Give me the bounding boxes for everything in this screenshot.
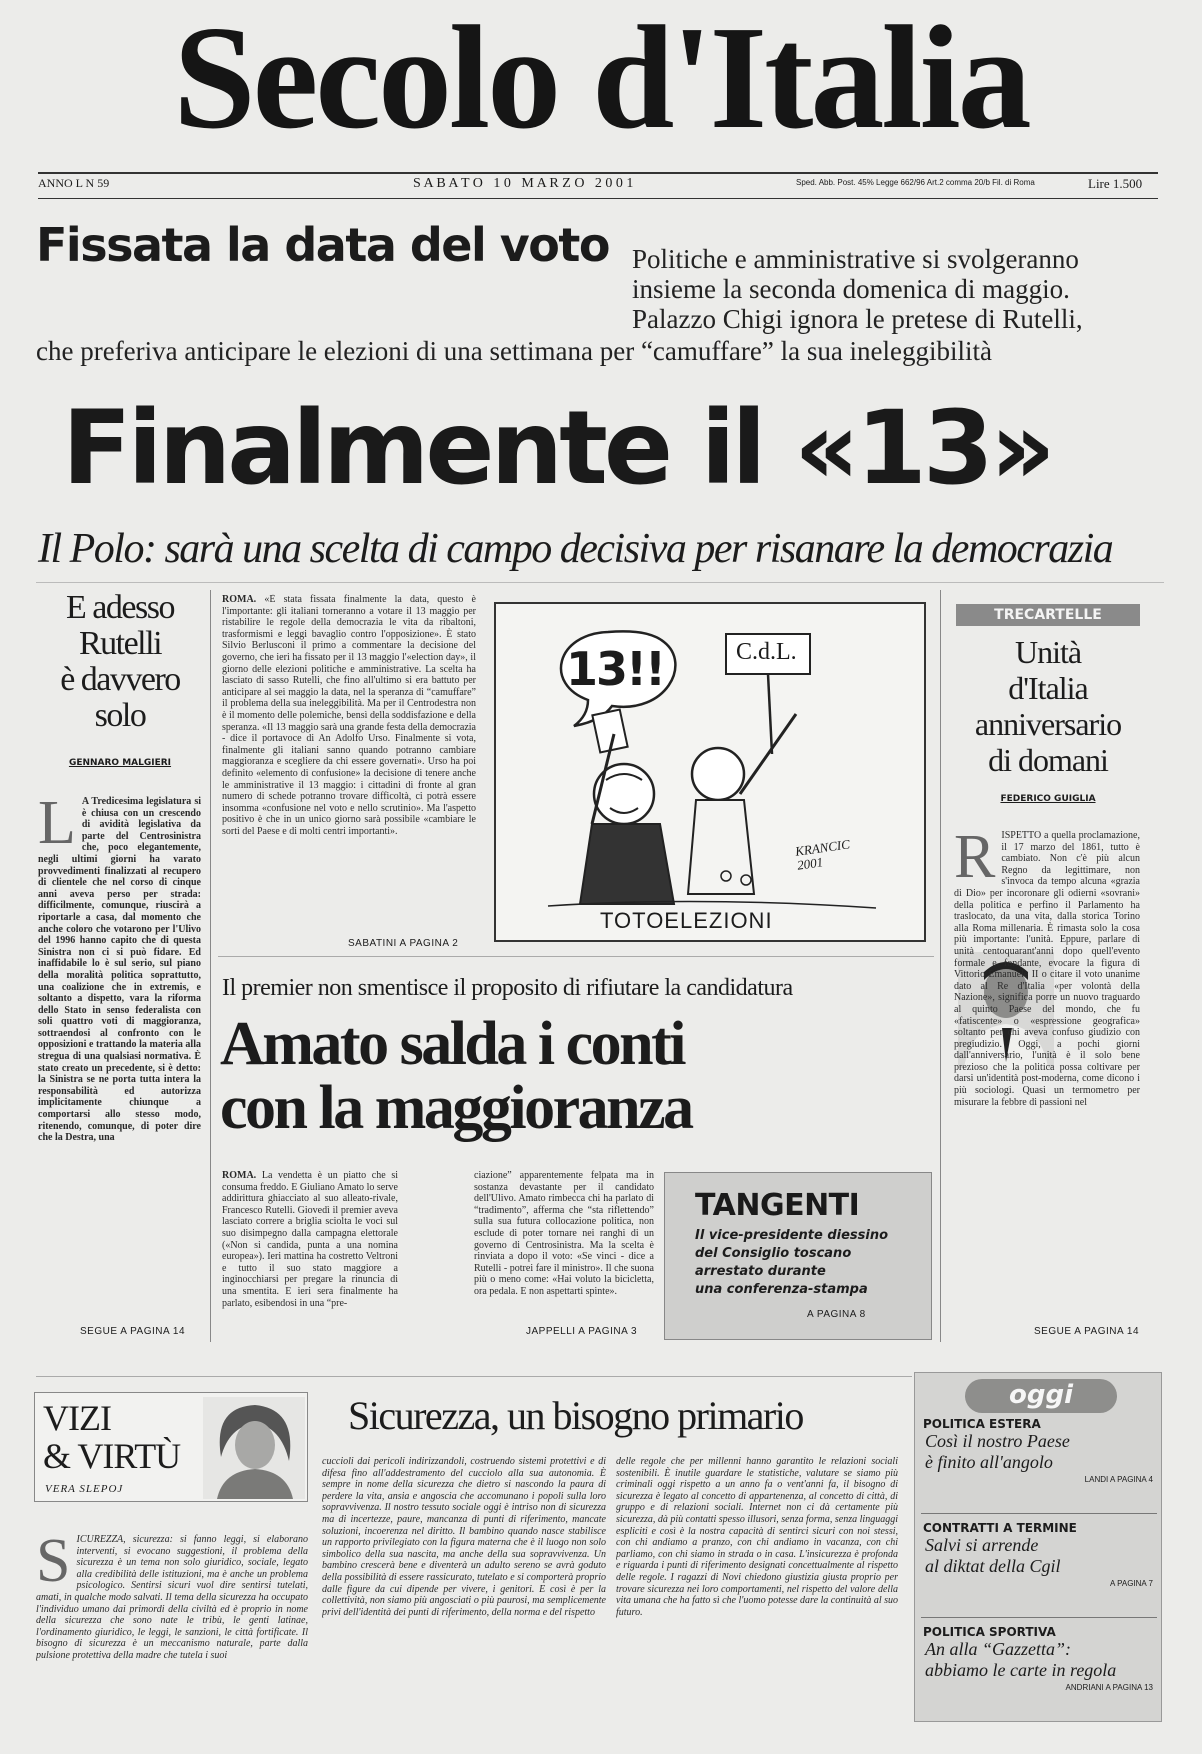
cartoon-frame — [494, 602, 926, 942]
second-headline-line-1: Amato salda i conti — [220, 1010, 684, 1078]
lead-headline: Finalmente il «13» — [62, 389, 1052, 508]
vizi-body-1: ICUREZZA, sicurezza: si fanno leggi, si elaborano interventi, si evocano suggestioni, il problema della sicurezza è un tema non solo giuridico, sociale, legato alla credibilità delle istituzioni, ma è anche un problema psicologico. Sentirsi sicuri vuol dire sentirsi tutelati, amati, in qualche modo salvati. Il tema della sicurezza ha occupato l'individuo umano dai primordi della civiltà ed è proprio in nome della sicurezza che sono nate le tribù, le genti latinae, l'ordinamento giuridico, le leggi, le sanzioni, le città fortificate. Il bisogno di sicurezza è un meccanismo naturale, parte dalla pulsione protettiva della madre che tutela i suoi — [36, 1534, 308, 1661]
kicker-deck-2: insieme la seconda domenica di maggio. — [632, 274, 1070, 304]
left-column-continued — [80, 1326, 185, 1337]
postal-info: Sped. Abb. Post. 45% Legge 662/96 Art.2 comma 20/b Fil. di Roma — [796, 178, 1035, 187]
lead-subhead: Il Polo: sarà una scelta di campo decisiva per risanare la democrazia — [38, 526, 1113, 572]
vizi-brand-line-1: VIZI — [43, 1398, 111, 1438]
oggi-page-2: A PAGINA 7 — [1110, 1579, 1153, 1588]
left-dropcap: L — [38, 796, 76, 857]
second-kicker: Il premier non smentisce il proposito di rifiutare la candidatura — [222, 975, 793, 1001]
right-column-author: FEDERICO GUIGLIA — [1000, 794, 1096, 804]
right-continued-text: SEGUE A PAGINA 14 — [1034, 1326, 1140, 1337]
oggi-text-1-line-1: Così il nostro Paese — [925, 1431, 1070, 1451]
center-body-text: «È stata fissata finalmente la data, questo è l'importante: gli italiani torneranno a votare il 13 maggio per ristabilire le regole della democrazia le vita da ribaltoni, trasformismi e leggi bavaglio contro l'opposizione». È stato Silvio Berlusconi il primo a commentare la decisione del governo, che ieri ha fissato per il 13 maggio l'«election day», il giorno delle elezioni politiche e amministrative. La scelta ha lasciato di sasso Rutelli, che fino all'ultimo si era battuto per anticipare al sei maggio la data, nel la speranza di “camuffare” il problema della sua ineleggibilità. Ma per il Centrodestra non è il momento delle polemiche, bensì della soddisfazione e della speranza. «Il 13 maggio sarà una grande festa della democrazia - dice il portavoce di An Adolfo Urso. Finalmente si vota, finalmente gli italiani sanno quando potranno cambiare maggioranza e scegliere da chi essere governati». Urso ha poi definito «elemento di confusione» la decisione di tenere anche le amministrative il 13 maggio: i cittadini di fronte al gran numero di schede potranno trovare difficoltà, ci potrà essere insomma «confusione nel voto e nello scrutinio». Ma l'aspetto positivo è che in un unico giorno sarà possibile «cambiare le sorti del Paese e di molti centri importanti». — [222, 594, 476, 837]
second-column-2 — [474, 1170, 654, 1322]
kicker-deck-4: che preferiva anticipare le elezioni di una settimana per “camuffare” la sua ineleggibilità — [36, 336, 993, 366]
oggi-text-2-line-2: al diktat della Cgil — [925, 1556, 1061, 1576]
vizi-body-2: cuccioli dai pericoli indirizzandoli, costruendo sistemi protettivi e di difesa fino all'addestramento del cucciolo alla sua autonomia. È sempre in nome della sicurezza che dietro si nascondo la paura di perdere la vita, ansia e angoscia che accomunano i popoli sulla loro sopravvivenza. Il nostro tessuto sociale oggi è intriso non di sicurezza ma di incertezze, paure, mancanza di punti di riferimento, mancate soluzioni, incoerenza nel diritto. Il bambino quando nasce stabilisce un rapporto privilegiato con la figura materna che è il luogo non solo simbolico della sua nascita, ma anche della sua sopravvivenza. Un bambino crescerà bene e diventerà un adulto sereno se avrà goduto della possibilità di essere rassicurato, tutelato e si comporterà proprio dalle figure da cui dipende per vivere, i genitori. E così è per la collettività, non siamo più angosciati o più paurosi, ma semplicemente privi dell'identità dei punti di riferimento, della norma e del rispetto — [322, 1456, 606, 1618]
dateline-bottom-rule — [38, 198, 1158, 199]
issue-number: ANNO L N 59 — [38, 176, 110, 190]
masthead-title: Secolo d'Italia — [173, 0, 1029, 160]
kicker-deck-1: Politiche e amministrative si svolgeranno — [632, 244, 1079, 274]
oggi-sidebar — [914, 1372, 1162, 1722]
second-dateline: ROMA. — [222, 1170, 257, 1181]
tangenti-line-1: Il vice-presidente diessino — [695, 1228, 889, 1243]
vizi-body-3: delle regole che per millenni hanno garantito le relazioni sociali sostenibili. È inutile guardare le statistiche, valutare se siamo più criminali oggi rispetto a un anno fa o vent'anni fa, il bisogno di sicurezza è legato al concetto di appartenenza, al concetto di città, di gruppo e di relazioni sociali. Internet non ci dà certamente più sicurezza, dà più contatti spesso illusori, senza forma, senza linguaggi espliciti e così è la nostra capacità di sentirci sicuri con noi stessi, con chi andiamo a pranzo, con chi andiamo in vacanza, con chi parliamo, con chi siamo in strada o in casa. L'insicurezza è profonda e riguarda i punti di riferimento designati concettualmente al rispetto delle regole. I ragazzi di Novi chiedono giustizia giusta proprio per trovare sicurezza nei loro comportamenti, nel rispetto del valore della vita umana che ha fatto sì che l'uomo potesse dare la continuità al suo futuro. — [616, 1456, 898, 1618]
oggi-text-2-line-1: Salvi si arrende — [925, 1535, 1039, 1555]
vizi-dropcap: S — [36, 1534, 71, 1595]
second-headline-line-2: con la maggioranza — [220, 1074, 692, 1142]
left-column-author: GENNARO MALGIERI — [68, 758, 172, 768]
price: Lire 1.500 — [1088, 176, 1143, 191]
kicker-headline: Fissata la data del voto — [36, 218, 609, 272]
vizi-box — [34, 1392, 308, 1502]
bottom-section-rule — [36, 1376, 912, 1377]
cartoon-sign-text: C.d.L. — [736, 639, 797, 665]
issue-date: S A B A T O 1 0 M A R Z O 2 0 0 1 — [413, 176, 634, 191]
right-column-label: TRECARTELLE — [956, 604, 1140, 626]
oggi-page-3: ANDRIANI A PAGINA 13 — [1065, 1683, 1153, 1692]
second-body-2: ciazione” apparentemente felpata ma in sostanza devastante per il candidato dell'Ulivo. Amato rimbecca chi ha parlato di “tradimento”, afferma che “sta riflettendo” sulla sua futura collocazione politica, non esclude di poter tornare nei ranghi di un governo di Centrosinistra. Ma la scelta è rinviata a dopo il voto: «Se vinci - dice a Rutelli - potrei fare il ministro». Il che suona più o meno come: «Hai voluto la bicicletta, ora pedala. E non aspettarti spinte». — [474, 1170, 654, 1297]
oggi-text-2 — [919, 1535, 1159, 1577]
second-body-1: La vendetta è un piatto che si consuma freddo. E Giuliano Amato lo serve addirittura ghiacciato al suo alleato-rivale, Francesco Rutelli. Giovedì il premier aveva lasciato correre a briglia sciolta le voci sul suo disimpegno dalla campagna elettorale («Non si candida, punta a una nomina europea»). Ieri mattina ha costretto Veltroni e tutto il suo stato maggiore a inginocchiarsi per pregare la rinuncia di una smentita. E ieri sera finalmente ha parlato, esibendosi in una “pre- — [222, 1170, 398, 1309]
right-title-line-4: di domani — [988, 742, 1108, 778]
tangenti-line-2: del Consiglio toscano — [695, 1246, 852, 1261]
tangenti-text — [695, 1227, 931, 1299]
right-body-text: ISPETTO a quella proclamazione, il 17 marzo del 1861, tutto è cambiato. Non c'è più alcun Regno da legittimare, non s'invoca da tempo alcuna «grazia di Dio» per incoronare gli odierni «sovrani» della politica e perfino il Parlamento ha traslocato, da una vita, dalla storica Torino alla Roma millenaria. È rimasta solo la cosa più importante: l'unità. Eppure, parlare di unità centoquarant'anni dopo quell'evento formale e fondante, evocare la figura di Vittorio Emanuele II o citare il voto unanime dato al Re d'Italia «per volontà della Nazione», significa porre un nuovo traguardo al quinto Paese del mondo, che fu «fatiscente» o «espressione geografica» soltanto per chi aveva confuso giudizio con pregiudizio. Oggi, a pochi giorni dall'anniversario, l'unità è il solo bene prezioso che la politica possa coltivare per darsi un'identità post-moderna, come dicono i più sociologi. Quasi un termometro per misurare la febbre di passioni nel — [954, 830, 1140, 1108]
right-title-line-2: d'Italia — [1008, 670, 1088, 706]
oggi-category-2: CONTRATTI A TERMINE — [923, 1521, 1077, 1535]
right-title-line-1: Unità — [1014, 634, 1082, 670]
oggi-text-3 — [919, 1639, 1159, 1681]
left-title-line-4: solo — [94, 697, 146, 734]
tangenti-title: TANGENTI — [695, 1188, 860, 1223]
right-column-title — [952, 634, 1144, 778]
left-column-divider — [210, 590, 211, 1342]
vizi-author: VERA SLEPOJ — [45, 1483, 124, 1495]
right-column-divider — [940, 590, 941, 1342]
tangenti-page-text: A PAGINA 8 — [807, 1309, 866, 1320]
right-column-body — [954, 830, 1140, 1316]
oggi-page-1: LANDI A PAGINA 4 — [1084, 1475, 1153, 1484]
left-title-line-2: Rutelli — [78, 625, 162, 662]
oggi-divider-1 — [921, 1513, 1157, 1514]
right-dropcap: R — [954, 830, 996, 891]
tangenti-page — [807, 1309, 866, 1320]
second-headline — [220, 1012, 692, 1140]
center-column-body — [222, 594, 476, 936]
right-title-line-3: anniversario — [974, 706, 1122, 742]
oggi-section-3[interactable] — [919, 1625, 1159, 1692]
cartoon-caption: TOTOELEZIONI — [600, 908, 773, 933]
dateline-top-rule — [38, 172, 1158, 174]
left-column-title — [36, 590, 204, 734]
vizi-column-3 — [616, 1456, 898, 1738]
oggi-category-3: POLITICA SPORTIVA — [923, 1625, 1056, 1639]
kicker-deck-3: Palazzo Chigi ignora le pretese di Rutelli, — [632, 304, 1083, 334]
second-continued-text: JAPPELLI A PAGINA 3 — [526, 1326, 638, 1337]
vizi-author-photo — [203, 1397, 305, 1499]
left-title-line-3: è davvero — [60, 661, 180, 698]
center-continued-text: SABATINI A PAGINA 2 — [348, 938, 459, 949]
center-dateline: ROMA. — [222, 594, 257, 605]
oggi-label: oggi — [965, 1379, 1117, 1413]
oggi-category-1: POLITICA ESTERA — [923, 1417, 1041, 1431]
oggi-text-1 — [919, 1431, 1159, 1473]
cartoon-drawing — [496, 604, 924, 940]
center-column-continued — [348, 938, 458, 949]
oggi-text-3-line-1: An alla “Gazzetta”: — [925, 1639, 1072, 1659]
cartoon-signature: KRANCIC 2001 — [794, 836, 851, 873]
section-rule-top — [36, 582, 1164, 583]
vizi-column-2 — [322, 1456, 606, 1738]
second-story-rule — [218, 956, 934, 957]
left-continued-text: SEGUE A PAGINA 14 — [80, 1326, 186, 1337]
vizi-brand-line-2: & VIRTÙ — [43, 1436, 181, 1476]
vizi-column-1 — [36, 1534, 308, 1734]
right-column-continued — [1034, 1326, 1139, 1337]
vizi-brand — [43, 1399, 180, 1475]
tangenti-box — [664, 1172, 932, 1340]
left-body-text: A Tredicesima legislatura si è chiusa con un crescendo di avidità legislativa da parte del Centrosinistra che, poco elegantemente, negli ultimi giorni ha varato provvedimenti finalizzati al recupero di clientele che nel corso di cinque anni aveva perso per strada: difficilmente, comunque, riuscirà a riportarle a casa, dal momento che anche coloro che votarono per l'Ulivo del 1996 hanno capito che di questa Sinistra non ci si può fidare. Ed inaffidabile lo è sul serio, sul piano della moralità politica soprattutto, una coalizione che in extremis, e soltanto a dispetto, vara la riforma dello Stato in senso federalista con soli quattro voti di maggioranza, sottraendosi al confronto con le opposizioni e trattando la materia alla stregua di una qualsiasi normativa. È stato creato un precedente, si è detto: la Sinistra se ne porta tutta intera la responsabilità ed autorizza implicitamente chiunque a comportarsi allo stesso modo, ritenendo, comunque, di poter dire che la Destra, una — [38, 796, 201, 1144]
cartoon-bubble-text: 13!! — [566, 642, 664, 696]
oggi-section-1[interactable] — [919, 1417, 1159, 1484]
second-continued — [526, 1326, 637, 1337]
vizi-headline: Sicurezza, un bisogno primario — [348, 1393, 803, 1438]
second-column-1 — [222, 1170, 398, 1340]
left-column-body — [38, 796, 201, 1320]
oggi-divider-2 — [921, 1617, 1157, 1618]
oggi-text-1-line-2: è finito all'angolo — [925, 1452, 1053, 1472]
tangenti-line-3: arrestato durante — [695, 1264, 826, 1279]
oggi-text-3-line-2: abbiamo le carte in regola — [925, 1660, 1117, 1680]
oggi-section-2[interactable] — [919, 1521, 1159, 1588]
tangenti-line-4: una conferenza-stampa — [695, 1282, 868, 1297]
left-title-line-1: E adesso — [66, 589, 174, 626]
